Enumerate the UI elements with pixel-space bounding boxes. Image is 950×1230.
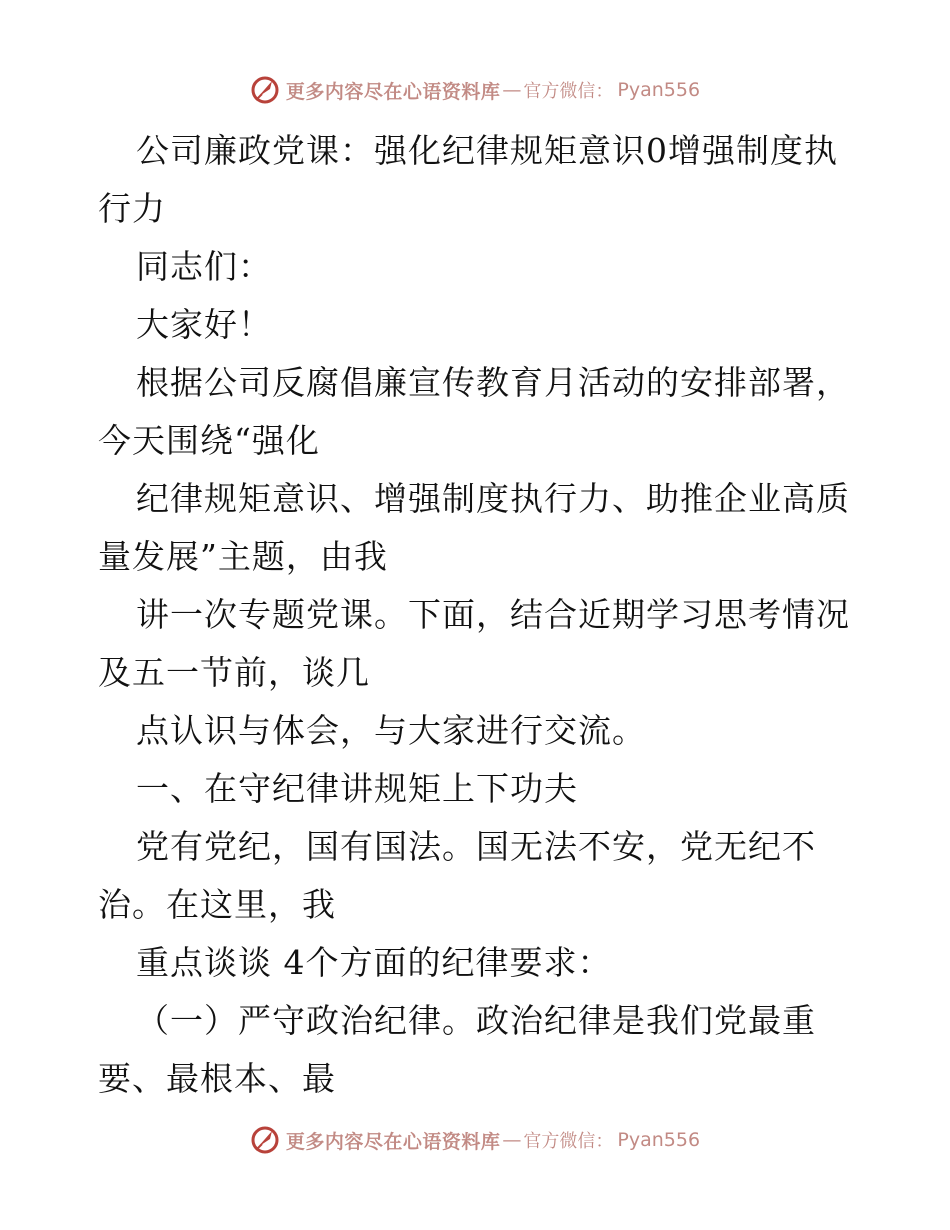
header-dash: — bbox=[502, 79, 522, 101]
header-wechat-label: 官方微信： bbox=[523, 81, 614, 102]
footer-site-text: 更多内容尽在心语资料库 bbox=[285, 1130, 501, 1153]
red-quill-circle-icon bbox=[250, 75, 280, 105]
paragraph: 大家好！ bbox=[136, 305, 272, 344]
paragraph: 纪律规矩意识、增强制度执行力、助推企业高质 量发展”主题，由我 bbox=[98, 479, 850, 576]
footer-banner bbox=[0, 1120, 950, 1160]
footer-wechat-id: Pyan556 bbox=[617, 1129, 701, 1151]
footer-dash: — bbox=[502, 1129, 522, 1151]
footer-wechat-label: 官方微信： bbox=[523, 1131, 614, 1152]
paragraph: （一）严守政治纪律。政治纪律是我们党最重 要、最根本、最 bbox=[98, 1001, 816, 1098]
paragraph: 讲一次专题党课。下面，结合近期学习思考情况 及五一节前，谈几 bbox=[98, 595, 850, 692]
document-body bbox=[98, 122, 858, 1108]
red-quill-circle-icon bbox=[250, 1125, 280, 1155]
paragraph: 点认识与体会，与大家进行交流。 bbox=[136, 711, 646, 750]
paragraph: 根据公司反腐倡廉宣传教育月活动的安排部署， 今天围绕“强化 bbox=[98, 363, 850, 460]
document-title: 公司廉政党课：强化纪律规矩意识0增强制度执 行力 bbox=[98, 131, 838, 228]
section-heading: 一、在守纪律讲规矩上下功夫 bbox=[136, 769, 578, 808]
header-banner bbox=[0, 70, 950, 110]
paragraph: 重点谈谈 4个方面的纪律要求： bbox=[136, 943, 612, 982]
paragraph: 党有党纪，国有国法。国无法不安，党无纪不 治。在这里，我 bbox=[98, 827, 816, 924]
header-wechat-id: Pyan556 bbox=[617, 79, 701, 101]
header-site-text: 更多内容尽在心语资料库 bbox=[285, 80, 501, 103]
paragraph: 同志们： bbox=[136, 247, 272, 286]
